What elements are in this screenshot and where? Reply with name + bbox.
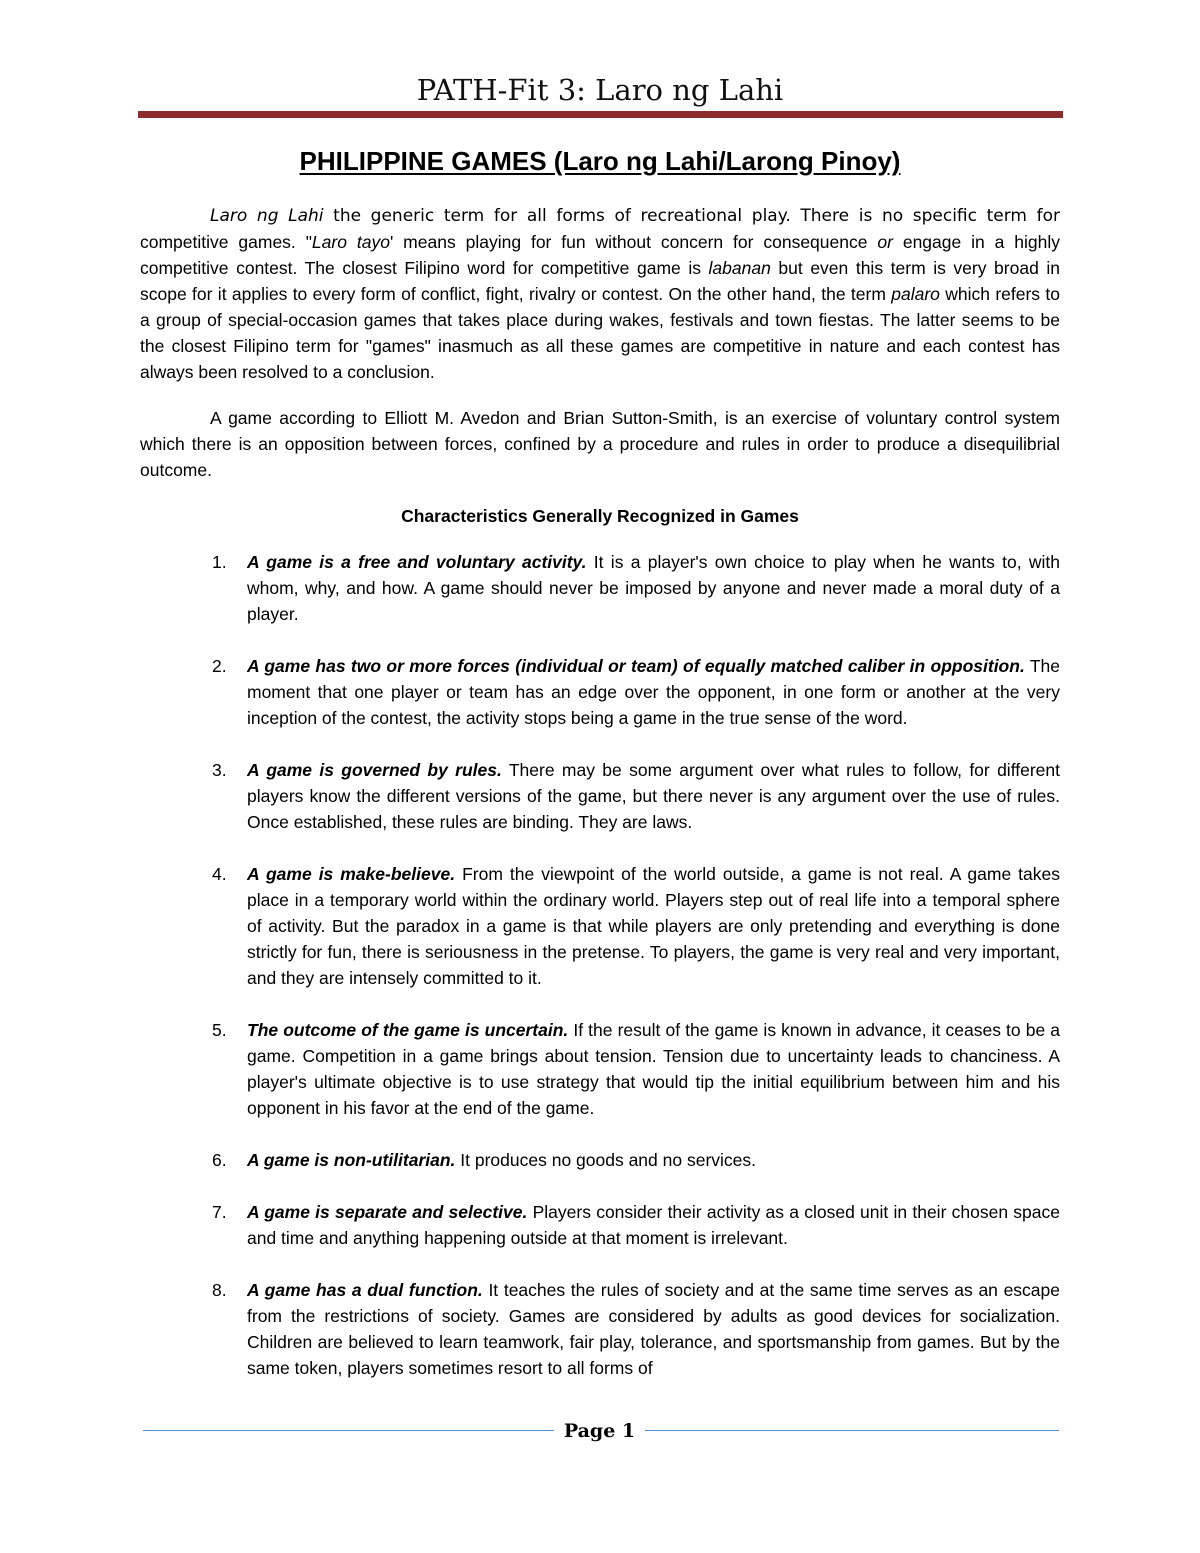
intro-italic-or: or xyxy=(877,232,893,252)
list-item xyxy=(140,1277,1060,1381)
list-item-text: From the viewpoint of the world outside, a game is not real. A game takes place in a temporary world within the ordinary world. Players step out of real life into a temporal sphere of activity. But the paradox in a game is that while players are only pretending and everything is done strictly for fun, there is seriousness in the pretense. To players, the game is very real and very important, and they are intensely committed to it. xyxy=(247,864,1060,988)
list-number: 8. xyxy=(212,1280,227,1300)
list-number: 1. xyxy=(212,552,227,572)
list-item-text: It teaches the rules of society and at the same time serves as an escape from the restrictions of society. Games are considered by adults as good devices for socialization. Children are believed to learn teamwork, fair play, tolerance, and sportsmanship from games. But by the same token, players sometimes resort to all forms of xyxy=(247,1280,1061,1378)
list-item-title: A game has two or more forces (individual or team) of equally matched caliber in opposition. xyxy=(247,656,1025,676)
list-item xyxy=(140,1147,1060,1173)
list-item-text: There may be some argument over what rules to follow, for different players know the different versions of the game, but there never is any argument over the use of rules. Once established, these rules are binding. They are laws. xyxy=(247,760,1060,832)
list-item xyxy=(140,1199,1060,1251)
list-item-title: A game is make-believe. xyxy=(247,864,456,884)
intro-text: competitive games. " xyxy=(140,232,312,252)
intro-italic-palaro: palaro xyxy=(891,284,940,304)
intro-paragraph xyxy=(140,202,1060,385)
intro-italic-labanan: labanan xyxy=(708,258,771,278)
list-item-title: A game is governed by rules. xyxy=(247,760,502,780)
list-item-text: It produces no goods and no services. xyxy=(455,1150,757,1170)
document-title: PHILIPPINE GAMES (Laro ng Lahi/Larong Pinoy) xyxy=(299,146,901,176)
page-number: Page 1 xyxy=(563,1420,636,1442)
list-number: 4. xyxy=(212,864,227,884)
intro-text: ' means playing for fun without concern for consequence xyxy=(389,232,878,252)
list-item-title: A game is separate and selective. xyxy=(247,1202,528,1222)
definition-paragraph: A game according to Elliott M. Avedon and Brian Sutton-Smith, is an exercise of voluntary control system which there is an opposition between forces, confined by a procedure and rules in order to produce a disequilibrial outcome. xyxy=(140,408,1060,480)
list-item-title: A game has a dual function. xyxy=(247,1280,483,1300)
intro-italic-laro-tayo: Laro tayo xyxy=(311,232,390,252)
intro-lead-text: the generic term for all forms of recreational play. There is no specific term for xyxy=(323,206,1061,226)
list-item-text: If the result of the game is known in advance, it ceases to be a game. Competition in a game brings about tension. Tension due to uncertainty leads to chanciness. A player's ultimate objective is to use strategy that would tip the initial equilibrium between him and his opponent in his favor at the end of the game. xyxy=(247,1020,1060,1118)
list-number: 6. xyxy=(212,1150,227,1170)
list-item-title: A game is non-utilitarian. xyxy=(247,1150,456,1170)
document-body xyxy=(140,202,1060,1407)
list-item xyxy=(140,653,1060,731)
list-number: 2. xyxy=(212,656,227,676)
intro-text: which refers to a group of special-occasion games that takes place during wakes, festivals and town fiestas. The latter seems to be the closest Filipino term for "games" inasmuch as all these games are competitive in nature and each contest has always been resolved to a conclusion. xyxy=(140,284,1060,382)
list-number: 5. xyxy=(212,1020,227,1040)
intro-text: engage in a highly competitive contest. The closest Filipino word for competitive game is xyxy=(140,232,1061,278)
list-item-text: Players consider their activity as a closed unit in their chosen space and time and anything happening outside at that moment is irrelevant. xyxy=(247,1202,1060,1248)
list-item-title: The outcome of the game is uncertain. xyxy=(247,1020,569,1040)
list-item xyxy=(140,861,1060,991)
characteristics-list xyxy=(140,549,1060,1381)
list-item xyxy=(140,549,1060,627)
list-item-text: It is a player's own choice to play when he wants to, with whom, why, and how. A game should never be imposed by anyone and never made a moral duty of a player. xyxy=(247,552,1060,624)
section-heading: Characteristics Generally Recognized in Games xyxy=(401,506,799,526)
header-title: PATH-Fit 3: Laro ng Lahi xyxy=(416,73,784,107)
list-item-title: A game is a free and voluntary activity. xyxy=(247,552,587,572)
list-item-text: The moment that one player or team has an edge over the opponent, in one form or another at the very inception of the contest, the activity stops being a game in the true sense of the word. xyxy=(247,656,1061,728)
list-number: 3. xyxy=(212,760,227,780)
intro-lead xyxy=(210,206,1060,226)
intro-lead-term: Laro ng Lahi xyxy=(210,206,324,226)
footer-rule-left xyxy=(143,1430,554,1431)
header-rule xyxy=(138,111,1063,118)
list-number: 7. xyxy=(212,1202,227,1222)
footer-rule-right xyxy=(645,1430,1059,1431)
list-item xyxy=(140,757,1060,835)
list-item xyxy=(140,1017,1060,1121)
intro-text: but even this term is very broad in scope for it applies to every form of conflict, fight, rivalry or contest. On the other hand, the term xyxy=(140,258,1061,304)
